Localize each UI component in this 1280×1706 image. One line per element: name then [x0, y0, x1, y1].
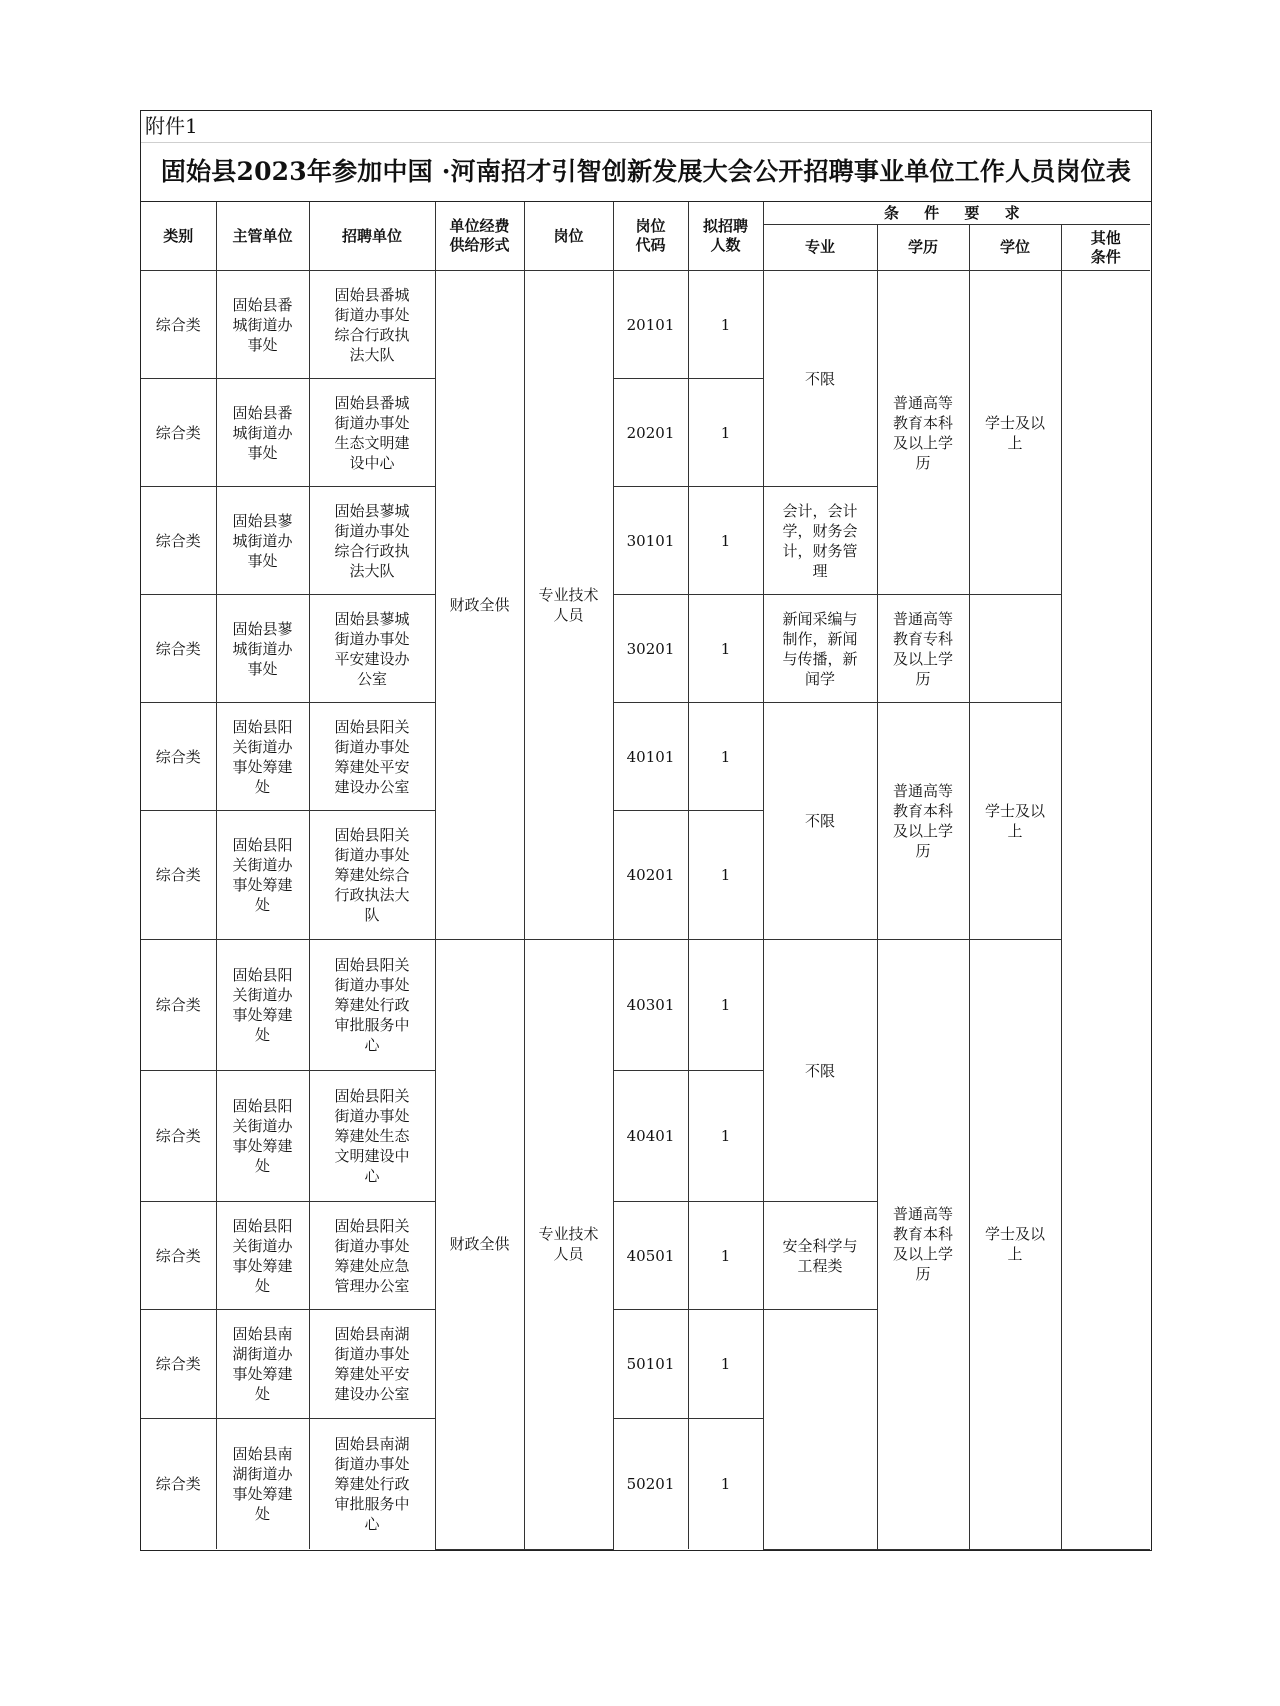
cell-count: 1	[688, 379, 763, 487]
cell-count: 1	[688, 811, 763, 940]
recruitment-sheet	[140, 110, 1152, 1551]
header-degree: 学位	[969, 225, 1061, 271]
cell-code: 40501	[613, 1202, 688, 1310]
cell-education: 普通高等教育专科及以上学历	[877, 595, 969, 703]
cell-count: 1	[688, 1310, 763, 1419]
header-other: 其他条件	[1061, 225, 1150, 271]
cell-unit: 固始县蓼城街道办事处综合行政执法大队	[309, 487, 435, 595]
cell-category: 综合类	[141, 487, 216, 595]
cell-major: 安全科学与工程类	[763, 1202, 877, 1310]
header-supervisor: 主管单位	[216, 202, 309, 271]
cell-funding: 财政全供	[435, 940, 524, 1550]
cell-supervisor: 固始县南湖街道办事处筹建处	[216, 1419, 309, 1550]
cell-unit: 固始县阳关街道办事处筹建处行政审批服务中心	[309, 940, 435, 1071]
cell-major: 不限	[763, 703, 877, 940]
cell-category: 综合类	[141, 1071, 216, 1202]
cell-unit: 固始县阳关街道办事处筹建处平安建设办公室	[309, 703, 435, 811]
cell-major	[763, 1310, 877, 1550]
cell-degree: 学士及以上	[969, 271, 1061, 595]
header-education: 学历	[877, 225, 969, 271]
cell-supervisor: 固始县阳关街道办事处筹建处	[216, 940, 309, 1071]
cell-code: 20101	[613, 271, 688, 379]
cell-major: 会计，会计学，财务会计，财务管理	[763, 487, 877, 595]
header-major: 专业	[763, 225, 877, 271]
header-conditions: 条 件 要 求	[763, 202, 1150, 225]
cell-position: 专业技术人员	[524, 940, 613, 1550]
cell-degree: 学士及以上	[969, 940, 1061, 1550]
cell-unit: 固始县阳关街道办事处筹建处生态文明建设中心	[309, 1071, 435, 1202]
page-title: 固始县2023年参加中国 ·河南招才引智创新发展大会公开招聘事业单位工作人员岗位表	[141, 143, 1151, 202]
cell-education: 普通高等教育本科及以上学历	[877, 940, 969, 1550]
cell-code: 30101	[613, 487, 688, 595]
cell-count: 1	[688, 940, 763, 1071]
cell-other	[1061, 271, 1150, 1550]
header-recruiting-unit: 招聘单位	[309, 202, 435, 271]
cell-code: 50101	[613, 1310, 688, 1419]
cell-code: 20201	[613, 379, 688, 487]
cell-supervisor: 固始县番城街道办事处	[216, 271, 309, 379]
table-row	[141, 271, 1150, 379]
cell-code: 40201	[613, 811, 688, 940]
cell-category: 综合类	[141, 703, 216, 811]
cell-unit: 固始县阳关街道办事处筹建处综合行政执法大队	[309, 811, 435, 940]
cell-count: 1	[688, 271, 763, 379]
cell-code: 30201	[613, 595, 688, 703]
cell-unit: 固始县番城街道办事处综合行政执法大队	[309, 271, 435, 379]
cell-major: 不限	[763, 271, 877, 487]
cell-count: 1	[688, 1202, 763, 1310]
cell-code: 40401	[613, 1071, 688, 1202]
header-count: 拟招聘人数	[688, 202, 763, 271]
table-row	[141, 595, 1150, 703]
cell-major: 新闻采编与制作，新闻与传播，新闻学	[763, 595, 877, 703]
cell-category: 综合类	[141, 940, 216, 1071]
cell-category: 综合类	[141, 271, 216, 379]
attachment-label: 附件1	[141, 111, 1151, 143]
cell-supervisor: 固始县阳关街道办事处筹建处	[216, 811, 309, 940]
cell-category: 综合类	[141, 379, 216, 487]
cell-supervisor: 固始县蓼城街道办事处	[216, 595, 309, 703]
cell-unit: 固始县番城街道办事处生态文明建设中心	[309, 379, 435, 487]
header-funding: 单位经费供给形式	[435, 202, 524, 271]
positions-table	[141, 202, 1150, 1550]
header-position: 岗位	[524, 202, 613, 271]
cell-degree: 学士及以上	[969, 703, 1061, 940]
cell-supervisor: 固始县阳关街道办事处筹建处	[216, 1202, 309, 1310]
cell-supervisor: 固始县阳关街道办事处筹建处	[216, 1071, 309, 1202]
cell-position: 专业技术人员	[524, 271, 613, 940]
header-row-1	[141, 202, 1150, 225]
cell-code: 50201	[613, 1419, 688, 1550]
cell-count: 1	[688, 1419, 763, 1550]
cell-category: 综合类	[141, 1202, 216, 1310]
cell-degree	[969, 595, 1061, 703]
cell-count: 1	[688, 595, 763, 703]
cell-major: 不限	[763, 940, 877, 1202]
cell-unit: 固始县南湖街道办事处筹建处行政审批服务中心	[309, 1419, 435, 1550]
cell-category: 综合类	[141, 1310, 216, 1419]
cell-code: 40101	[613, 703, 688, 811]
cell-unit: 固始县阳关街道办事处筹建处应急管理办公室	[309, 1202, 435, 1310]
cell-unit: 固始县蓼城街道办事处平安建设办公室	[309, 595, 435, 703]
cell-education: 普通高等教育本科及以上学历	[877, 703, 969, 940]
header-code: 岗位代码	[613, 202, 688, 271]
cell-supervisor: 固始县番城街道办事处	[216, 379, 309, 487]
header-category: 类别	[141, 202, 216, 271]
cell-category: 综合类	[141, 811, 216, 940]
cell-category: 综合类	[141, 595, 216, 703]
cell-supervisor: 固始县蓼城街道办事处	[216, 487, 309, 595]
cell-education: 普通高等教育本科及以上学历	[877, 271, 969, 595]
table-row	[141, 703, 1150, 811]
cell-funding: 财政全供	[435, 271, 524, 940]
cell-supervisor: 固始县南湖街道办事处筹建处	[216, 1310, 309, 1419]
cell-count: 1	[688, 487, 763, 595]
cell-count: 1	[688, 703, 763, 811]
cell-category: 综合类	[141, 1419, 216, 1550]
cell-code: 40301	[613, 940, 688, 1071]
cell-supervisor: 固始县阳关街道办事处筹建处	[216, 703, 309, 811]
cell-count: 1	[688, 1071, 763, 1202]
table-row	[141, 940, 1150, 1071]
cell-unit: 固始县南湖街道办事处筹建处平安建设办公室	[309, 1310, 435, 1419]
